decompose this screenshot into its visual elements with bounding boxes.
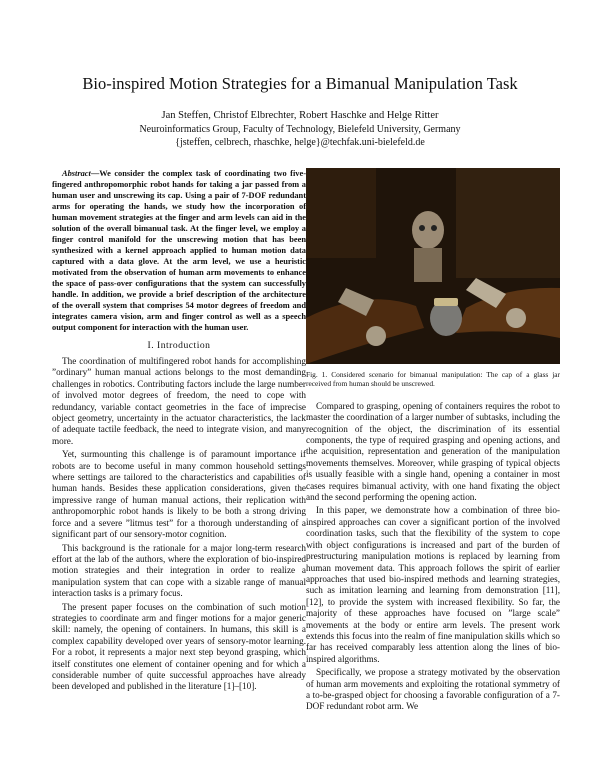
author-emails: {jsteffen, celbrech, rhaschke, helge}@techfak.uni-bielefeld.de bbox=[175, 137, 425, 148]
intro-paragraph-2: Yet, surmounting this challenge is of paramount importance if robots are to become useful in many common household settings where settings are tailored to the characteristics and capabilities of human hands. Besides these application considerations, given the impressive range of human manual actions, their replication with anthropomorphic robot hands is likely to be both a strong driving force and a severe ”litmus test” for a thorough understanding of a significant part of our sensory-motor cognition. bbox=[52, 449, 306, 540]
abstract bbox=[52, 168, 306, 333]
right-paragraph-1: Compared to grasping, opening of containers requires the robot to master the coordination of a larger number of subtasks, including the recognition of the object, the discrimination of its essential components, the type of required grasping and opening actions, and the acquisition, representation and generation of the manipulation movements themselves. Moreover, while grasping of typical objects is usually feasible with a single hand, opening a container in most cases requires bimanual activity, with one hand fixating the object and the second performing the opening action. bbox=[306, 400, 560, 503]
affiliation: Neuroinformatics Group, Faculty of Technology, Bielefeld University, Germany bbox=[139, 124, 461, 135]
robot-scene-illustration bbox=[306, 168, 560, 364]
section-heading-introduction: I. Introduction bbox=[147, 340, 211, 351]
right-paragraph-3: Specifically, we propose a strategy motivated by the observation of human arm movements and exploiting the rotational symmetry of a to-be-grasped object for choosing a favorable configuration of a 7-DOF redundant robot arm. We bbox=[306, 667, 560, 712]
right-column bbox=[306, 168, 560, 715]
intro-paragraph-1: The coordination of multifingered robot hands for accomplishing ”ordinary” human manual actions belongs to the most demanding challenges in robotics. Contributing factors include the large number of involved motor degrees of freedom, the need to cope with redundancy, variable contact geometries in the face of imprecise object geometry, uncertainty in the actuator characteristics, the lack of adequate tactile feedback, the need to integrate vision, and many more. bbox=[52, 356, 306, 446]
figure-caption: Fig. 1. Considered scenario for bimanual manipulation: The cap of a glass jar received from human should be unscrewed. bbox=[306, 370, 560, 389]
abstract-lead: Abstract bbox=[62, 169, 91, 178]
paper-title: Bio-inspired Motion Strategies for a Bimanual Manipulation Task bbox=[82, 74, 518, 93]
abstract-dash: — bbox=[90, 169, 100, 178]
author-list: Jan Steffen, Christof Elbrechter, Robert Haschke and Helge Ritter bbox=[161, 110, 439, 121]
abstract-text: We consider the complex task of coordinating two five-fingered anthropomorphic robot hands for taking a jar passed from a human user and unscrewing its cap. Using a pair of 7-DOF redundant arms for operating the hands, we study how the incorporation of human movement strategies at the finger and arm levels can aid in the solution of the overall bimanual task. At the finger level, we employ a finger control manifold for the unscrewing motion that has been synthesized with a kernel approach applied to human motion data captured with a data glove. At the arm level, we use a heuristic motivated from the observation of human arm movements to enhance the space of pass-over configurations that the system can successfully handle. In addition, we provide a brief description of the architecture of the overall system that comprises 54 motor degrees of freedom and integrates camera vision, arm and finger control as well as a speech output component for interaction with the human user. bbox=[52, 169, 306, 332]
intro-paragraph-3: This background is the rationale for a major long-term research effort at the lab of the authors, where the exploration of bio-inspired motion strategies and their integration in order to realize a manipulation system that can cope with a sizable range of manual interaction tasks is a primary focus. bbox=[52, 542, 306, 599]
left-column bbox=[52, 168, 306, 695]
intro-paragraph-4: The present paper focuses on the combination of such motion strategies to coordinate arm and finger motions for a major generic skill: namely, the opening of containers. In humans, this skill is a complex capability developed over years of sensory-motor learning. For a robot, it represents a major next step beyond grasping, which itself constitutes one element of container opening and for which a considerable number of quite successful approaches have already been developed and published in the literature [1]–[10]. bbox=[52, 601, 306, 692]
right-paragraph-2: In this paper, we demonstrate how a combination of three bio-inspired approaches can cover a significant portion of the involved coordination tasks, such that the flexibility of the system to cope with object configurations is increased and part of the burden of prestructuring manipulation motions is replaced by learning from human movement data. This approach follows the spirit of earlier approaches that used bio-inspired methods and learning strategies, such as imitation learning and learning from demonstration [11], [12], to provide the system with increased flexibility. So far, the majority of these approaches have focused on ”large scale” movements at the body or entire arm levels. The present work extends this focus into the realm of fine manipulation skills which so far has received comparably less attention along the lines of bio-inspired algorithms. bbox=[306, 505, 560, 664]
figure-robot-photo bbox=[306, 168, 560, 364]
